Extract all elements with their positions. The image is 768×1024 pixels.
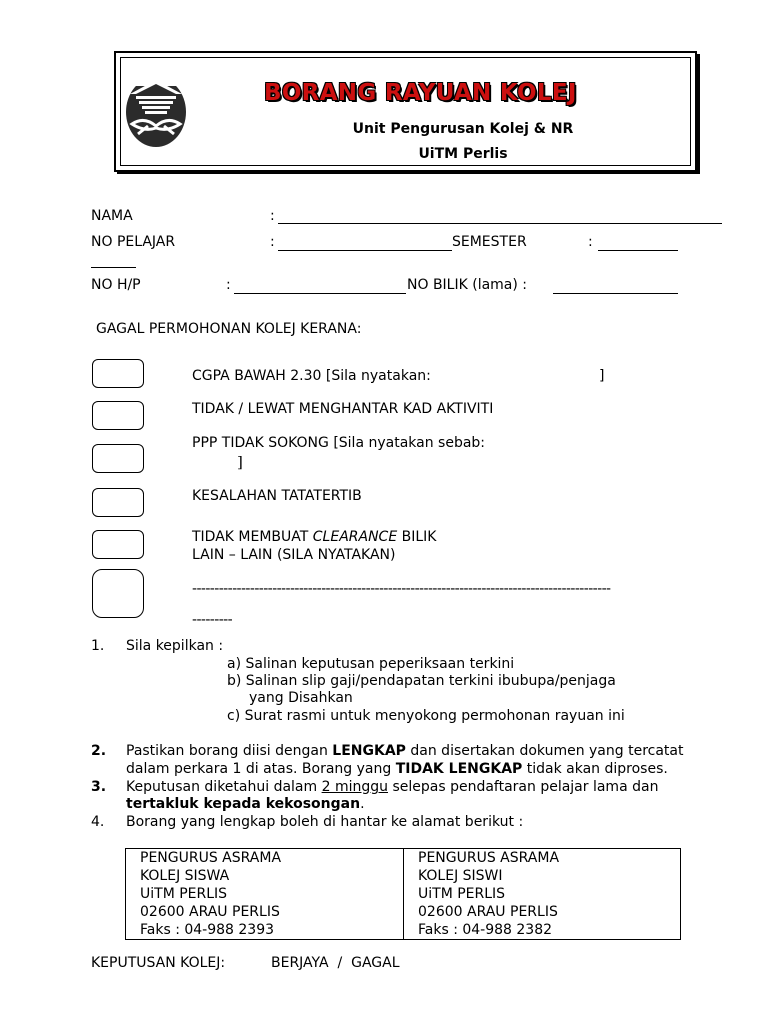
note-2-line1: Pastikan borang diisi dengan LENGKAP dan disertakan dokumen yang tercatat [126,743,684,759]
nama-label: NAMA [91,208,133,224]
note-2-line2: dalam perkara 1 di atas. Borang yang TIDAK LENGKAP tidak akan diproses. [126,761,668,777]
reason-ppp: PPP TIDAK SOKONG [Sila nyatakan sebab: [192,435,486,451]
note-1-item-a: a) Salinan keputusan peperiksaan terkini [227,656,515,672]
reason-cgpa-close: ] [599,368,605,384]
no-pelajar-field[interactable] [278,237,452,251]
note-1-number: 1. [91,638,105,654]
note-3-line1: Keputusan diketahui dalam 2 minggu selepas pendaftaran pelajar lama dan [126,779,659,795]
header-shadow-bottom [117,170,699,174]
no-pelajar-label: NO PELAJAR [91,234,176,250]
note-1-item-b: b) Salinan slip gaji/pendapatan terkini ibubupa/penjaga [227,673,616,689]
address-kolej-siswi [404,849,681,940]
no-pelajar-colon: : [270,234,275,250]
address-line: PENGURUS ASRAMA [418,850,560,866]
reason-lain-lain: LAIN – LAIN (SILA NYATAKAN) [192,547,396,563]
nama-field[interactable] [278,210,722,224]
header-shadow-right [697,54,700,174]
checkbox-ppp[interactable] [92,444,144,473]
semester-colon: : [588,234,593,250]
nama-colon: : [270,208,275,224]
note-3-number: 3. [91,779,107,795]
checkbox-kad-aktiviti[interactable] [92,401,144,430]
address-table [125,848,681,940]
note-1-item-c: c) Surat rasmi untuk menyokong permohonan rayuan ini [227,708,625,724]
uitm-logo-icon [124,72,188,148]
no-bilik-label: NO BILIK (lama) : [407,277,528,293]
note-2-number: 2. [91,743,107,759]
semester-field[interactable] [598,237,678,251]
lain-lain-dash-line: ---------------------------------------------------------------------------------------------- [192,581,611,597]
no-hp-colon: : [226,277,231,293]
address-line: PENGURUS ASRAMA [140,850,282,866]
semester-label: SEMESTER [452,234,527,250]
reason-cgpa: CGPA BAWAH 2.30 [Sila nyatakan: [192,368,431,384]
no-bilik-field[interactable] [553,280,678,294]
note-1-text: Sila kepilkan : [126,638,224,654]
reason-clearance: TIDAK MEMBUAT CLEARANCE BILIK [192,529,437,545]
note-1-item-b-wrap: yang Disahkan [249,690,353,706]
reason-tatatertib: KESALAHAN TATATERTIB [192,488,362,504]
form-subtitle-unit: Unit Pengurusan Kolej & NR [352,121,574,137]
checkbox-clearance[interactable] [92,530,144,559]
reason-ppp-close: ] [237,453,243,471]
section-title: GAGAL PERMOHONAN KOLEJ KERANA: [96,321,362,337]
checkbox-tatatertib[interactable] [92,488,144,517]
address-line: 02600 ARAU PERLIS [140,904,280,920]
address-line: KOLEJ SISWI [418,868,503,884]
reason-kad-aktiviti: TIDAK / LEWAT MENGHANTAR KAD AKTIVITI [192,401,494,417]
keputusan-options: BERJAYA / GAGAL [271,955,400,971]
lain-lain-dash-line-wrap: --------- [192,612,233,628]
address-fax: Faks : 04-988 2382 [418,922,553,938]
address-line: UiTM PERLIS [418,886,506,902]
address-line: 02600 ARAU PERLIS [418,904,558,920]
address-line: UiTM PERLIS [140,886,228,902]
semester-field-wrap[interactable] [91,254,136,268]
checkbox-cgpa[interactable] [92,359,144,388]
form-subtitle-campus: UiTM Perlis [418,146,508,162]
keputusan-label: KEPUTUSAN KOLEJ: [91,955,226,971]
checkbox-lain-lain[interactable] [92,569,144,618]
address-fax: Faks : 04-988 2393 [140,922,275,938]
no-hp-label: NO H/P [91,277,141,293]
address-line: KOLEJ SISWA [140,868,230,884]
no-hp-field[interactable] [234,280,406,294]
note-3-line2: tertakluk kepada kekosongan. [126,796,365,812]
note-4-text: Borang yang lengkap boleh di hantar ke alamat berikut : [126,814,524,830]
address-kolej-siswa [126,849,404,940]
note-4-number: 4. [91,814,105,830]
form-title: BORANG RAYUAN KOLEJ [264,80,577,106]
